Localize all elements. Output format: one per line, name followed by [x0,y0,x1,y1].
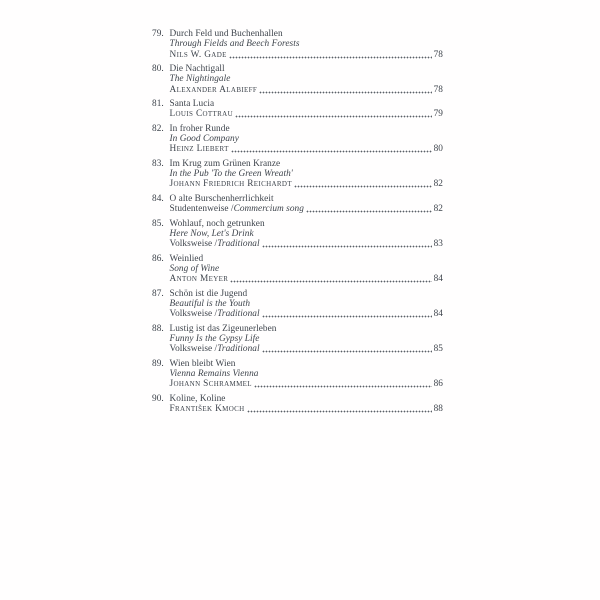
entry-translation: Here Now, Let's Drink [169,228,254,239]
entry-translation: Vienna Remains Vienna [169,368,259,379]
entry-title-row [152,359,443,369]
entry-page-number: 79 [433,109,443,120]
toc-entry [152,394,443,415]
toc-entry [152,219,443,250]
attribution-name-italic: Traditional [217,309,260,320]
entry-title: Koline, Koline [169,393,226,404]
dot-leader [262,245,432,248]
entry-page-number: 86 [433,379,443,390]
entry-title: Wien bleibt Wien [169,358,236,369]
entry-title: Lustig ist das Zigeunerleben [169,323,277,334]
entry-title: Durch Feld und Buchenhallen [169,29,283,39]
toc-entry [152,359,443,390]
attribution-name-roman: Studentenweise / [169,204,234,215]
dot-leader [231,150,432,153]
entry-page-number: 84 [433,309,443,320]
entry-number: 79. [152,29,164,39]
entry-number: 90. [152,393,164,404]
entry-number: 88. [152,323,164,334]
entry-title: O alte Burschenherrlichkeit [169,193,274,204]
entry-page-number: 80 [433,144,443,155]
dot-leader [230,280,431,283]
attribution-name-smallcaps: Alexander Alabieff [169,84,258,95]
dot-leader [294,185,432,188]
attribution-name-smallcaps: Heinz Liebert [169,144,229,155]
entry-page-number: 78 [433,84,443,95]
dot-leader [229,56,432,59]
toc-entry [152,159,443,190]
entry-attribution-line [170,239,444,249]
entry-attribution-line [170,344,444,354]
entry-number: 85. [152,218,164,229]
entry-title-row [152,64,443,74]
entry-title-row [152,324,443,334]
entry-translation: Beautiful is the Youth [169,298,251,309]
entry-number: 80. [152,64,164,75]
entry-translation: In Good Company [169,134,239,145]
toc-entry [152,124,443,155]
entry-attribution-line [170,50,444,60]
entry-page-number: 85 [433,344,443,355]
entry-number: 89. [152,358,164,369]
entry-attribution-line [170,404,444,414]
entry-page-number: 88 [433,404,443,414]
entry-attribution-line [170,204,444,214]
entry-translation: The Nightingale [169,74,231,85]
toc-entry [152,64,443,95]
entry-title: In froher Runde [169,123,230,134]
entry-attribution-line [170,109,444,119]
entry-title: Weinlied [169,253,204,264]
entry-number: 81. [152,99,164,110]
entry-title-row [152,219,443,229]
attribution-name-roman: Volksweise / [169,344,218,355]
attribution-name-smallcaps: Louis Cottrau [169,109,233,120]
entry-translation: Through Fields and Beech Forests [169,39,300,50]
entry-page-number: 78 [433,49,443,60]
toc-entry [152,324,443,355]
entry-attribution-line [170,179,444,189]
entry-title-row [152,124,443,134]
entry-attribution-line [170,274,444,284]
entry-translation: Funny Is the Gypsy Life [169,333,260,344]
dot-leader [247,410,432,413]
entry-page-number: 82 [433,179,443,190]
attribution-name-italic: Traditional [217,344,260,355]
dot-leader [254,385,432,388]
entry-title-row [152,394,443,404]
entry-number: 82. [152,123,164,134]
entry-title-row [152,194,443,204]
attribution-name-smallcaps: František Kmoch [169,404,245,414]
entry-number: 87. [152,288,164,299]
entry-title-row [152,254,443,264]
entry-title-row [152,29,443,39]
entry-title: Schön ist die Jugend [169,288,248,299]
dot-leader [235,115,432,118]
attribution-name-italic: Traditional [217,239,260,250]
dot-leader [259,91,431,94]
toc-entry [152,29,443,60]
entry-page-number: 82 [433,204,443,215]
entry-title-row [152,289,443,299]
attribution-name-smallcaps: Johann Schrammel [169,379,252,390]
entry-title: Wohlauf, noch getrunken [169,218,265,229]
entry-translation: In the Pub 'To the Green Wreath' [169,169,293,180]
entry-attribution-line [170,309,444,319]
attribution-name-smallcaps: Nils W. Gade [169,49,227,60]
entry-number: 83. [152,158,164,169]
attribution-name-roman: Volksweise / [169,239,218,250]
entry-number: 84. [152,193,164,204]
attribution-name-italic: Commercium song [233,204,304,215]
toc-entry [152,194,443,215]
entry-attribution-line [170,85,444,95]
dot-leader [306,210,432,213]
toc-entry [152,99,443,120]
entry-title-row [152,99,443,109]
toc-list [152,29,443,418]
entry-attribution-line [170,144,444,154]
dot-leader [262,350,432,353]
toc-entry [152,254,443,285]
entry-number: 86. [152,253,164,264]
entry-title-row [152,159,443,169]
entry-attribution-line [170,379,444,389]
attribution-name-smallcaps: Anton Meyer [169,274,229,285]
entry-translation: Song of Wine [169,263,220,274]
attribution-name-smallcaps: Johann Friedrich Reichardt [169,179,292,190]
entry-page-number: 84 [433,274,443,285]
entry-title: Die Nachtigall [169,64,225,75]
attribution-name-roman: Volksweise / [169,309,218,320]
dot-leader [262,315,432,318]
entry-title: Santa Lucia [169,99,215,110]
entry-page-number: 83 [433,239,443,250]
toc-entry [152,289,443,320]
entry-title: Im Krug zum Grünen Kranze [169,158,281,169]
